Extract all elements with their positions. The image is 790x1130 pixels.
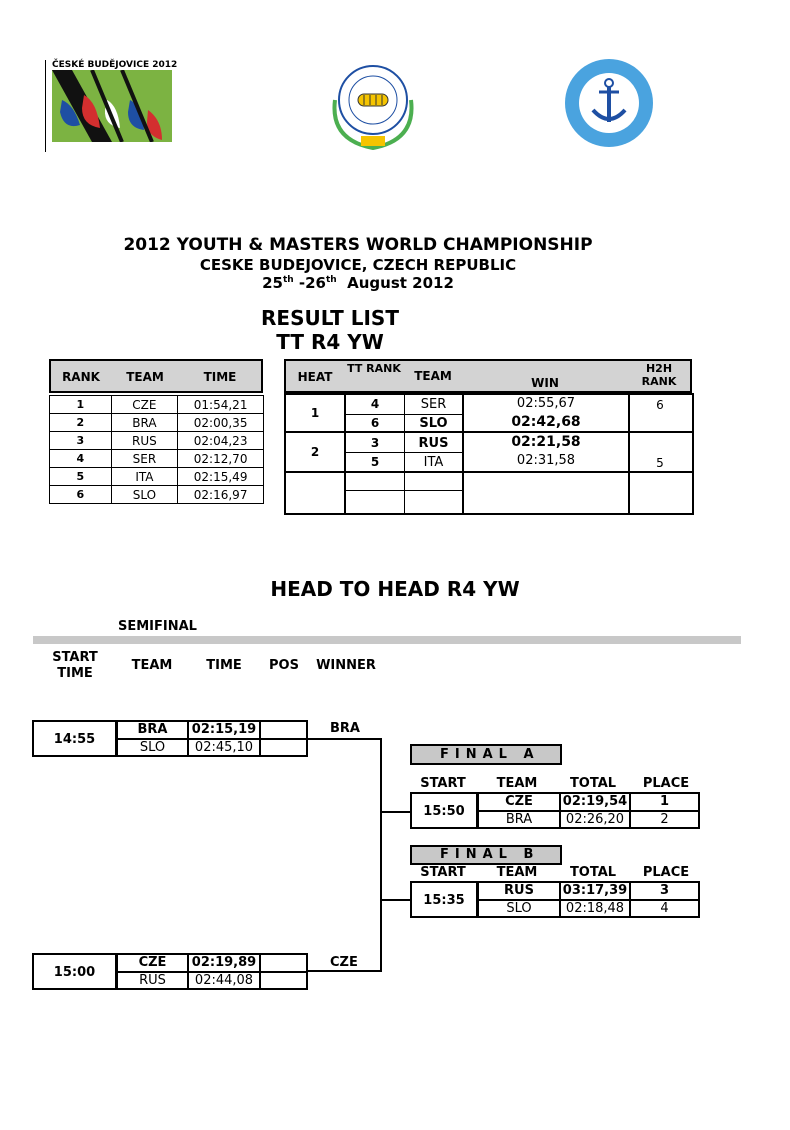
semi1-winner: BRA [330,721,360,736]
header-heat: HEAT [297,370,333,384]
bracket-line [308,738,382,740]
semi1-time2: 02:45,10 [188,739,260,757]
final-b-place1: 3 [630,881,700,900]
semi2-winner: CZE [330,955,358,970]
irf-emblem-icon [325,60,421,152]
final-b-place2: 4 [630,900,700,918]
team: ITA [423,455,444,470]
final-b-col-team: TEAM [496,865,538,880]
final-b-start: 15:35 [410,881,478,918]
final-a-col-team: TEAM [496,776,538,791]
col-winner: WINNER [316,658,376,673]
paddles-icon [52,70,172,142]
tt-rank: 3 [370,436,380,450]
final-a-col-start: START [420,776,466,791]
header-win: WIN [531,376,559,390]
heat-number: 1 [310,406,320,420]
table-row: 2 BRA 02:00,35 [50,414,264,432]
final-a-place1: 1 [630,792,700,811]
semi2-time1: 02:19,89 [188,953,260,972]
irf-logo [325,60,421,152]
ceske-budejovice-logo [52,60,178,144]
final-a-team2: BRA [478,811,560,829]
semifinal-label: SEMIFINAL [118,619,197,634]
win-time: 02:55,67 [516,396,576,411]
semi2-time2: 02:44,08 [188,972,260,990]
col-start: START [52,650,98,665]
h2h-title: HEAD TO HEAD R4 YW [270,577,520,601]
final-a-col-place: PLACE [642,776,690,791]
semi1-pos1 [260,720,308,739]
event-title: TT R4 YW [276,330,384,354]
table-row: 5 ITA 02:15,49 [50,468,264,486]
table-row: 1 CZE 01:54,21 [50,396,264,414]
team: SLO [419,416,448,431]
col-time: TIME [206,658,242,673]
final-b-team2: SLO [478,900,560,918]
final-a-team1: CZE [478,792,560,811]
tt-table [49,395,264,504]
heat-number: 2 [310,445,320,459]
win-time: 02:42,68 [511,414,581,430]
semi2-pos2 [260,972,308,990]
semi1-team1: BRA [117,720,188,739]
tt-table-header [49,359,263,393]
header-time: TIME [203,370,237,384]
semi2-team1: CZE [117,953,188,972]
final-b-label: FINAL B [410,845,562,865]
header-team: TEAM [414,369,452,383]
anchor-emblem-icon [557,58,661,148]
logo-left-text: ČESKÉ BUDĚJOVICE 2012 [52,60,178,70]
header-tt-rank: TT RANK [347,362,401,375]
final-a-total2: 02:26,20 [560,811,630,829]
semi1-start: 14:55 [32,720,117,757]
semi2-start: 15:00 [32,953,117,990]
header-rank: RANK [62,370,100,384]
header-h2h-rank: H2H RANK [641,362,677,388]
header-team: TEAM [126,370,164,384]
bracket-line [382,899,410,901]
tt-rank: 4 [370,397,380,411]
col-pos: POS [269,658,299,673]
final-b-col-place: PLACE [642,865,690,880]
final-b-col-start: START [420,865,466,880]
bracket-line [382,811,410,813]
team: RUS [418,436,449,451]
table-row: 4 SER 02:12,70 [50,450,264,468]
margin-tick [45,60,46,152]
win-time: 02:31,58 [516,453,576,468]
semi2-pos1 [260,953,308,972]
heat-table [284,393,694,515]
location-title: CESKE BUDEJOVICE, CZECH REPUBLIC [199,256,517,274]
final-a-label: FINAL A [410,744,562,765]
bracket-line [308,970,382,972]
h2h-rank: 5 [656,456,664,470]
final-a-total1: 02:19,54 [560,792,630,811]
result-list-title: RESULT LIST [261,306,399,330]
svcr-logo [557,58,661,148]
heat-table-header [284,359,692,393]
championship-title: 2012 YOUTH & MASTERS WORLD CHAMPIONSHIP [123,235,593,255]
final-b-total1: 03:17,39 [560,881,630,900]
date-title: 25th -26th August 2012 [262,274,454,292]
final-a-start: 15:50 [410,792,478,829]
team: SER [420,397,447,412]
tt-rank: 6 [370,416,380,430]
semi1-time1: 02:15,19 [188,720,260,739]
h2h-rank: 6 [656,398,664,412]
divider-bar [33,636,741,644]
col-team: TEAM [131,658,173,673]
semi2-team2: RUS [117,972,188,990]
final-b-team1: RUS [478,881,560,900]
tt-rank: 5 [370,455,380,469]
table-row: 6 SLO 02:16,97 [50,486,264,504]
win-time: 02:21,58 [511,434,581,450]
final-a-col-total: TOTAL [569,776,617,791]
final-b-col-total: TOTAL [569,865,617,880]
table-row: 3 RUS 02:04,23 [50,432,264,450]
final-a-place2: 2 [630,811,700,829]
bracket-line [380,738,382,972]
final-b-total2: 02:18,48 [560,900,630,918]
col-start-time: TIME [57,666,93,681]
semi1-team2: SLO [117,739,188,757]
semi1-pos2 [260,739,308,757]
